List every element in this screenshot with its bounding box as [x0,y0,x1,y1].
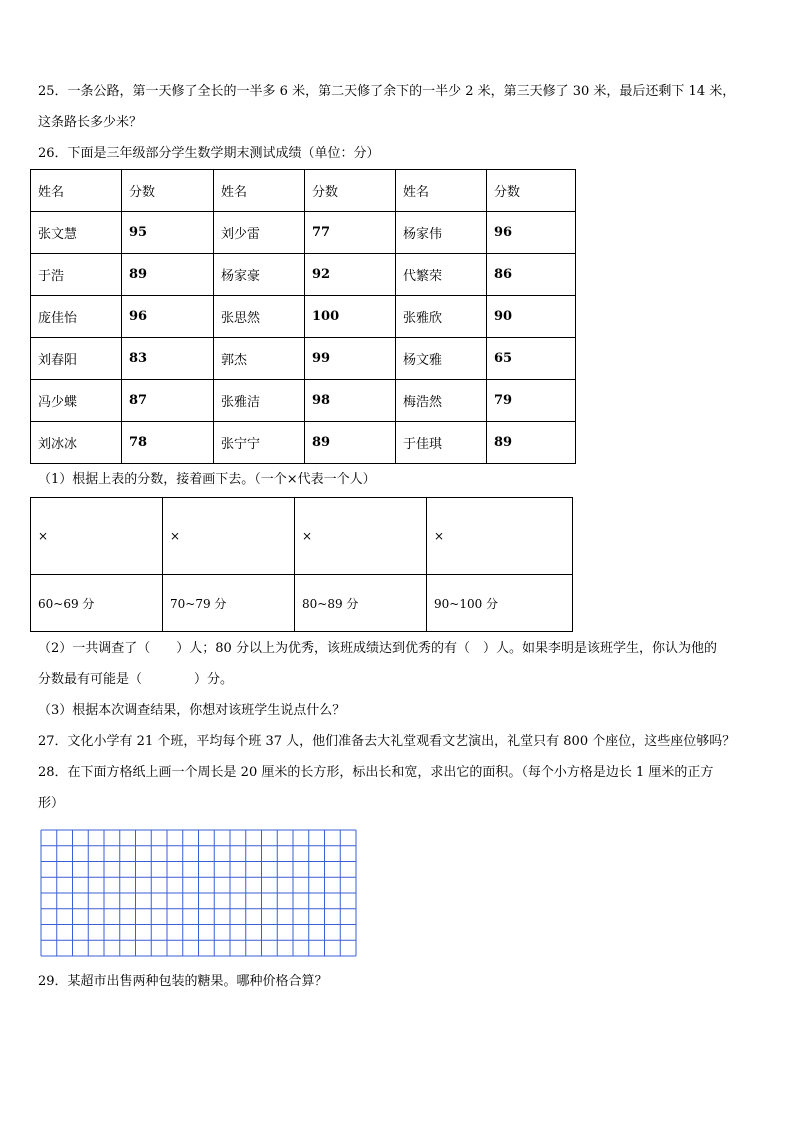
score-cell: 96 [122,296,214,338]
name-cell: 刘少雷 [214,212,305,254]
name-cell: 刘春阳 [31,338,122,380]
header-cell: 分数 [305,170,396,212]
score-cell: 79 [487,380,576,422]
header-cell: 姓名 [214,170,305,212]
score-cell: 77 [305,212,396,254]
name-cell: 冯少蝶 [31,380,122,422]
score-cell: 100 [305,296,396,338]
name-cell: 于浩 [31,254,122,296]
score-cell: 87 [122,380,214,422]
q25-line1: 25．一条公路，第一天修了全长的一半多 6 米，第二天修了余下的一半少 2 米，第三天修了 30 米，最后还剩下 14 米， [38,84,736,99]
score-table-header [31,170,576,212]
name-cell: 张宁宁 [214,422,305,464]
score-table [30,169,576,464]
name-cell: 梅浩然 [396,380,487,422]
name-cell: 庞佳怡 [31,296,122,338]
score-cell: 89 [305,422,396,464]
name-cell: 刘冰冰 [31,422,122,464]
mark-cell: × [427,498,573,575]
range-cell: 90~100 分 [427,575,573,632]
range-cell: 60~69 分 [31,575,163,632]
name-cell: 郭杰 [214,338,305,380]
score-cell: 92 [305,254,396,296]
name-cell: 杨文雅 [396,338,487,380]
name-cell: 张雅欣 [396,296,487,338]
mark-cell: × [163,498,295,575]
distribution-table [30,497,573,632]
table-row [31,254,576,296]
score-cell: 90 [487,296,576,338]
name-cell: 杨家伟 [396,212,487,254]
q26-part3: （3）根据本次调查结果，你想对该班学生说点什么？ [38,703,346,718]
name-cell: 张文慧 [31,212,122,254]
mark-cell: × [31,498,163,575]
table-row [31,212,576,254]
q28-line1: 28．在下面方格纸上画一个周长是 20 厘米的长方形，标出长和宽，求出它的面积。（每个小方格是边长 1 厘米的正方 [38,765,714,780]
score-cell: 96 [487,212,576,254]
square-grid-paper[interactable] [40,829,358,957]
name-cell: 代繁荣 [396,254,487,296]
score-cell: 89 [487,422,576,464]
header-cell: 分数 [122,170,214,212]
range-cell: 70~79 分 [163,575,295,632]
table-row [31,380,576,422]
score-cell: 98 [305,380,396,422]
q29-text: 29．某超市出售两种包装的糖果。哪种价格合算？ [38,974,328,989]
name-cell: 杨家豪 [214,254,305,296]
score-cell: 86 [487,254,576,296]
q27-text: 27．文化小学有 21 个班，平均每个班 37 人，他们准备去大礼堂观看文艺演出，礼堂只有 800 个座位，这些座位够吗？ [38,734,736,749]
score-cell: 83 [122,338,214,380]
table-row [31,296,576,338]
header-cell: 姓名 [31,170,122,212]
range-cell: 80~89 分 [295,575,427,632]
q26-part2-line2: 分数最有可能是（ ）分。 [38,672,234,687]
score-cell: 78 [122,422,214,464]
name-cell: 张雅洁 [214,380,305,422]
q28-line2: 形） [38,796,65,811]
ranges-row [31,575,573,632]
header-cell: 分数 [487,170,576,212]
q26-title: 26．下面是三年级部分学生数学期末测试成绩（单位：分） [38,146,380,161]
score-cell: 95 [122,212,214,254]
mark-cell: × [295,498,427,575]
q26-part1: （1）根据上表的分数，接着画下去。（一个×代表一个人） [38,472,376,487]
q25-line2: 这条路长多少米？ [38,115,143,130]
header-cell: 姓名 [396,170,487,212]
name-cell: 张思然 [214,296,305,338]
table-row [31,422,576,464]
score-cell: 89 [122,254,214,296]
score-cell: 99 [305,338,396,380]
marks-row [31,498,573,575]
score-cell: 65 [487,338,576,380]
q26-part2-line1: （2）一共调查了（ ）人；80 分以上为优秀，该班成绩达到优秀的有（ ）人。如果李明是该班学生，你认为他的 [38,641,717,656]
name-cell: 于佳琪 [396,422,487,464]
table-row [31,338,576,380]
